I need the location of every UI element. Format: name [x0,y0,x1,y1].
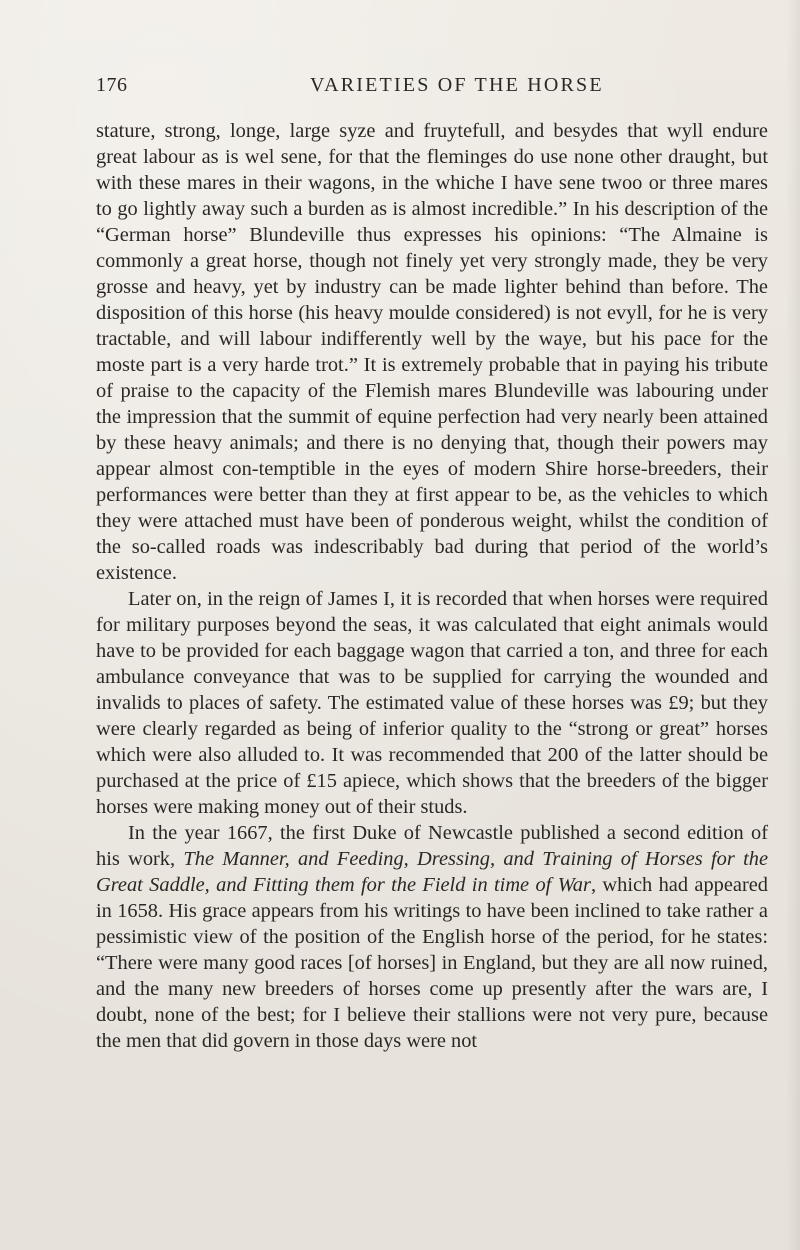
paragraph-3-text-a: In the year 1667, the first Duke of Newcastle published a second edition of his work, [96,822,768,870]
paragraph-3-text-b: , which had appeared in 1658. His grace appears from his writings to have been inclined to take rather a pessimistic view of the position of the English horse of the period, for he states: “There were many good races [of horses] in England, but they are all now ruined, and the many new breeders of horses come up presently after the wars are, I doubt, none of the best; for I believe their stallions were not very pure, because the men that did govern in those days were not [96,874,768,1052]
page-number: 176 [96,74,128,96]
book-title: The Manner, and Feeding, Dressing, and Training of Horses for the Great Saddle, and Fitting them for the Field in time of War [96,848,769,896]
running-head: VARIETIES OF THE HORSE [310,74,604,96]
page-header [96,74,716,104]
paragraph-1: stature, strong, longe, large syze and fruytefull, and besydes that wyll endure great labour as is wel sene, for that the fleminges do use none other draught, but with these mares in their wagons, in the whiche I have sene twoo or three mares to go lightly away such a burden as is almost incredible.” In his description of the “German horse” Blundeville thus expresses his opinions: “The Almaine is commonly a great horse, though not finely yet very strongly made, they be very grosse and heavy, yet by industry can be made lighter behind than before. The disposition of this horse (his heavy moulde considered) is not evyll, for he is very tractable, and will labour indifferently well by the waye, but his pace for the moste part is a very harde trot.” It is extremely probable that in paying his tribute of praise to the capacity of the Flemish mares Blundeville was labouring under the impression that the summit of equine perfection had very nearly been attained by these heavy animals; and there is no denying that, though their powers may appear almost con-temptible in the eyes of modern Shire horse-breeders, their performances were better than they at first appear to be, as the vehicles to which they were attached must have been of ponderous weight, whilst the condition of the so-called roads was indescribably bad during that period of the world’s existence. [96,120,768,584]
body-text [96,118,768,1054]
paragraph-3 [96,820,768,1054]
paragraph-2: Later on, in the reign of James I, it is recorded that when horses were required for military purposes beyond the seas, it was calculated that eight animals would have to be provided for each baggage wagon that carried a ton, and three for each ambulance conveyance that was to be supplied for carrying the wounded and invalids to places of safety. The estimated value of these horses was £9; but they were clearly regarded as being of inferior quality to the “strong or great” horses which were also alluded to. It was recommended that 200 of the latter should be purchased at the price of £15 apiece, which shows that the breeders of the bigger horses were making money out of their studs. [96,588,768,818]
